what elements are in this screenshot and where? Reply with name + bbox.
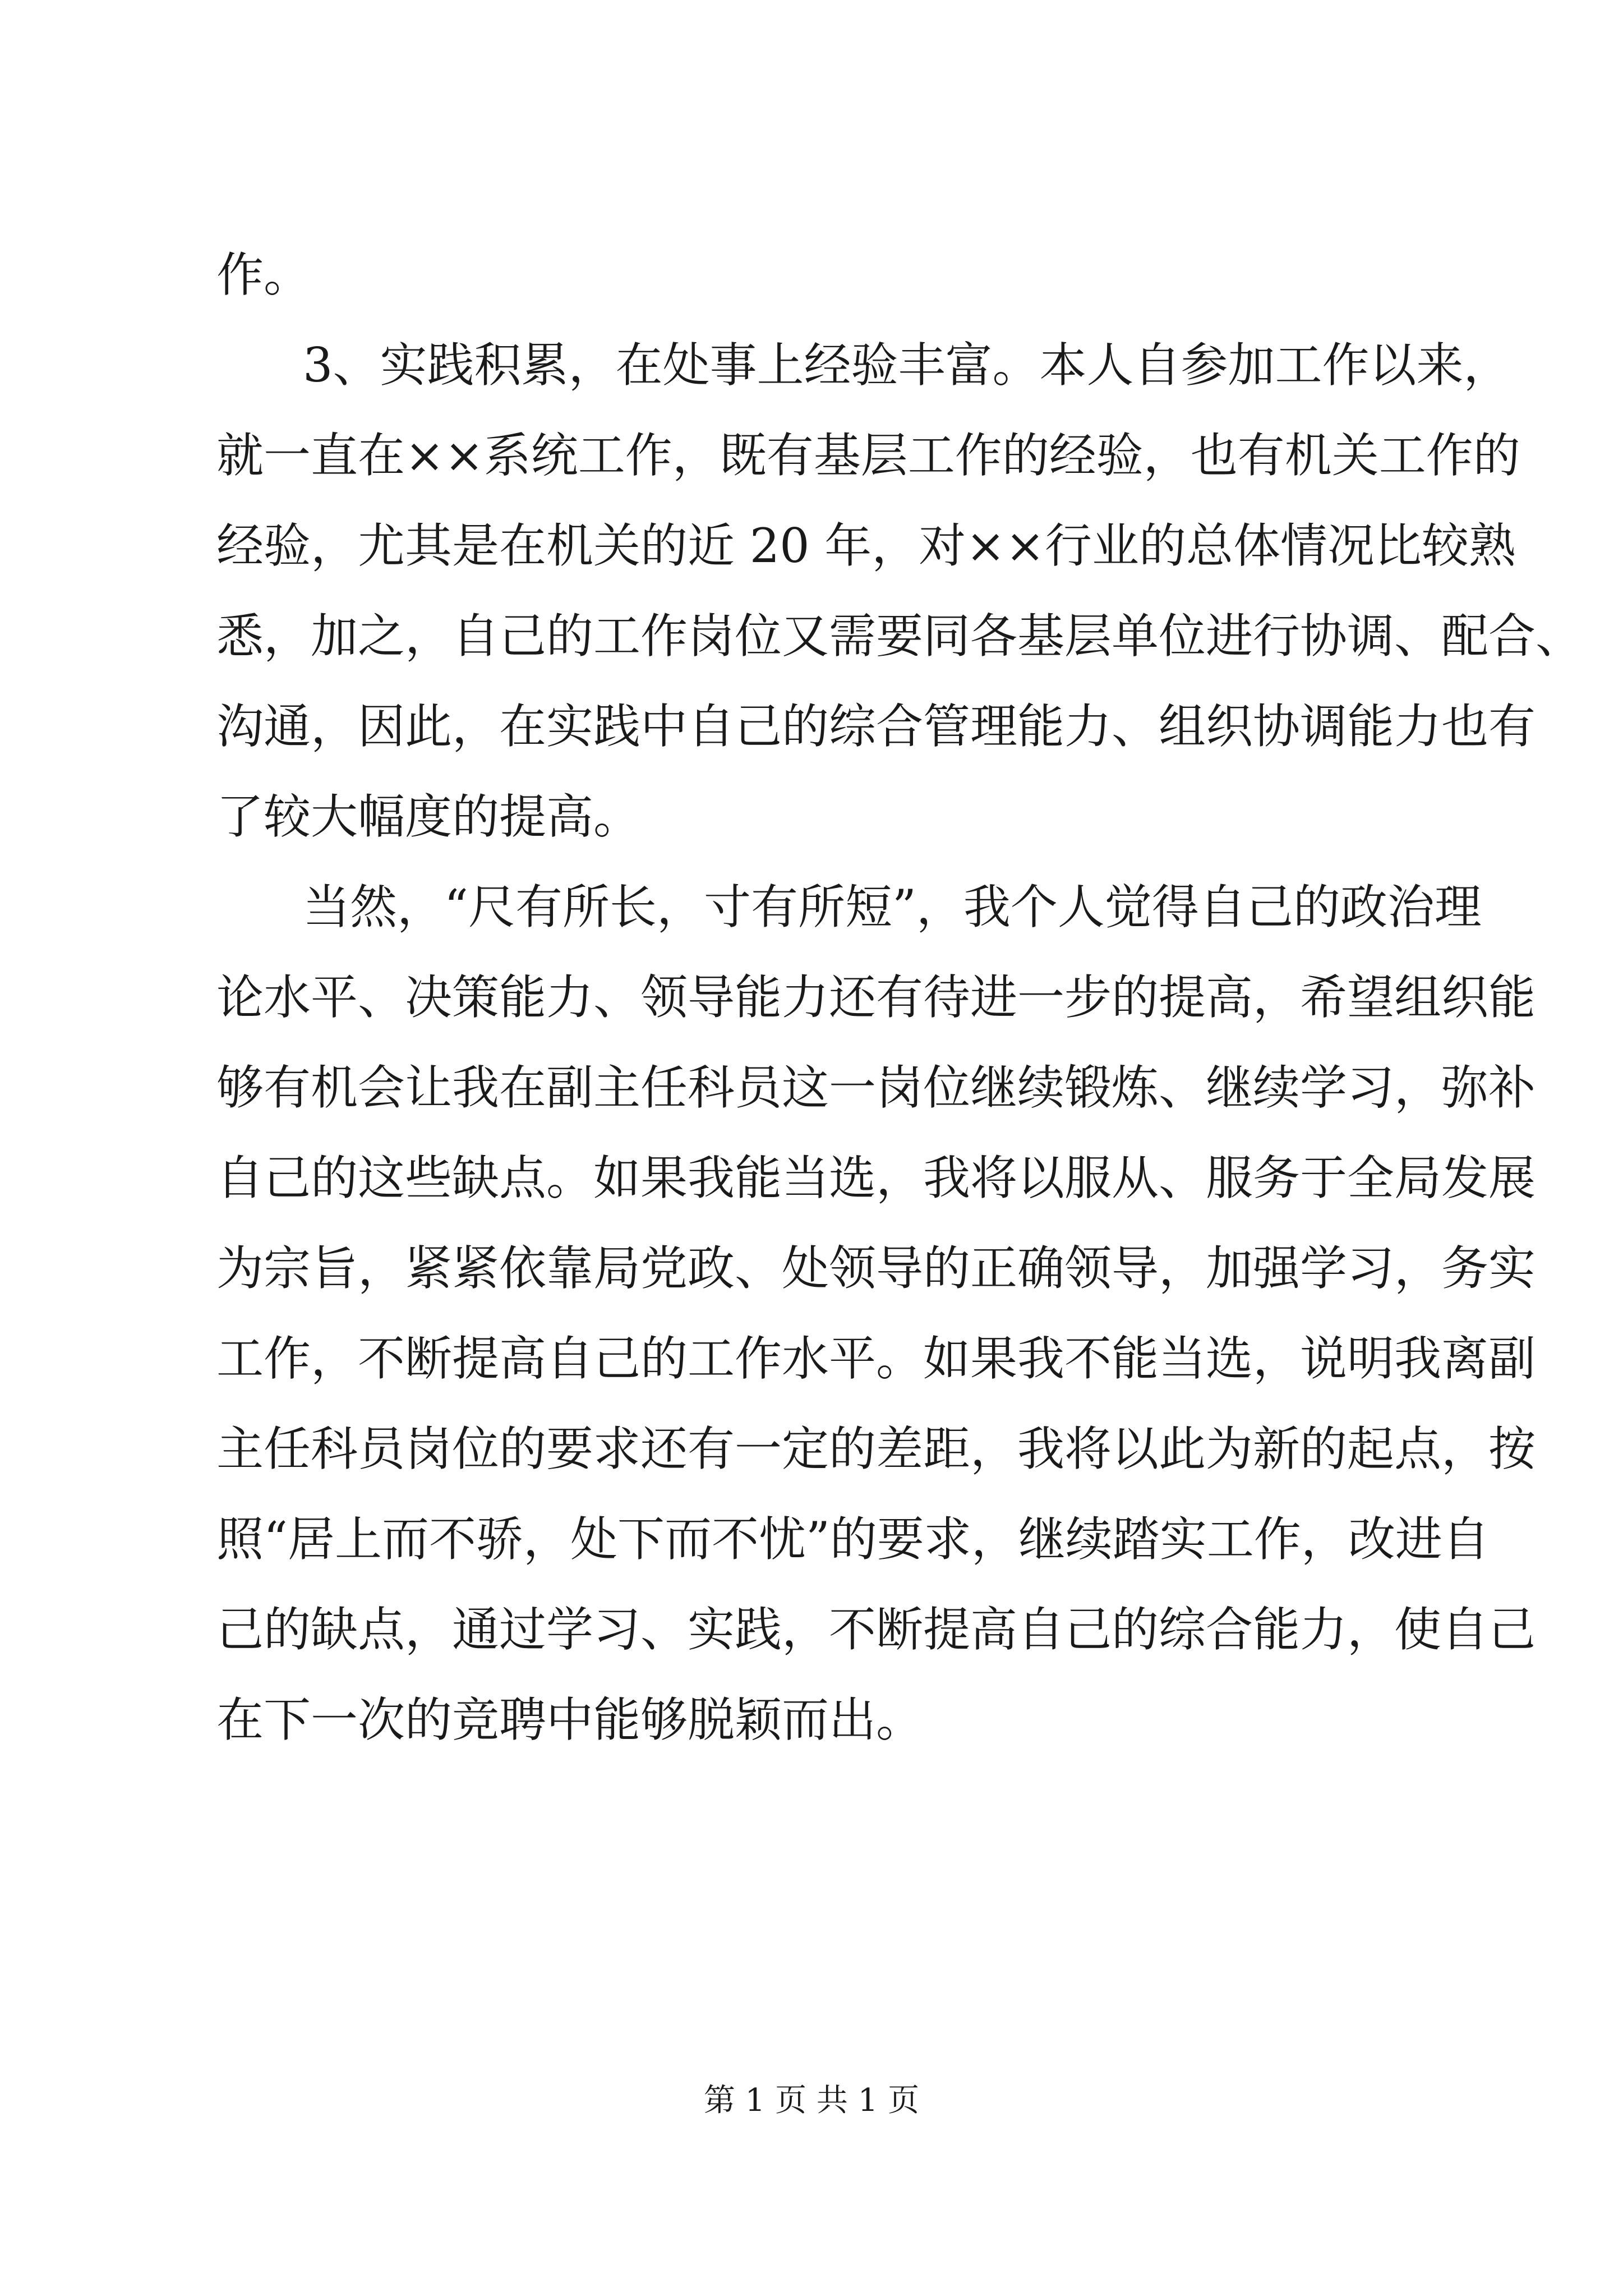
body-line: 悉，加之，自己的工作岗位又需要同各基层单位进行协调、配合、: [216, 609, 1583, 664]
body-line: 3、实践积累，在处事上经验丰富。本人自参加工作以来，: [303, 338, 1511, 393]
page-number-footer: 第 1 页 共 1 页: [703, 2082, 920, 2119]
body-line: 作。: [216, 247, 311, 302]
body-line: 够有机会让我在副主任科员这一岗位继续锻炼、继续学习，弥补: [216, 1060, 1536, 1115]
body-line: 工作，不断提高自己的工作水平。如果我不能当选，说明我离副: [216, 1331, 1536, 1386]
body-line: 了较大幅度的提高。: [216, 789, 641, 844]
body-line: 当然，“尺有所长，寸有所短”，我个人觉得自己的政治理: [303, 880, 1482, 935]
body-line: 为宗旨，紧紧依靠局党政、处领导的正确领导，加强学习，务实: [216, 1241, 1536, 1296]
body-line: 主任科员岗位的要求还有一定的差距，我将以此为新的起点，按: [216, 1421, 1536, 1476]
body-line: 就一直在××系统工作，既有基层工作的经验，也有机关工作的: [216, 428, 1520, 483]
body-line: 沟通，因此，在实践中自己的综合管理能力、组织协调能力也有: [216, 699, 1536, 754]
body-line: 论水平、决策能力、领导能力还有待进一步的提高，希望组织能: [216, 970, 1536, 1025]
body-line: 经验，尤其是在机关的近 20 年，对××行业的总体情况比较熟: [216, 518, 1516, 573]
body-line: 己的缺点，通过学习、实践，不断提高自己的综合能力，使自己: [216, 1602, 1536, 1657]
body-line: 照“居上而不骄，处下而不忧”的要求，继续踏实工作，改进自: [216, 1512, 1490, 1567]
body-line: 在下一次的竞聘中能够脱颖而出。: [216, 1692, 924, 1747]
body-line: 自己的这些缺点。如果我能当选，我将以服从、服务于全局发展: [216, 1151, 1536, 1205]
